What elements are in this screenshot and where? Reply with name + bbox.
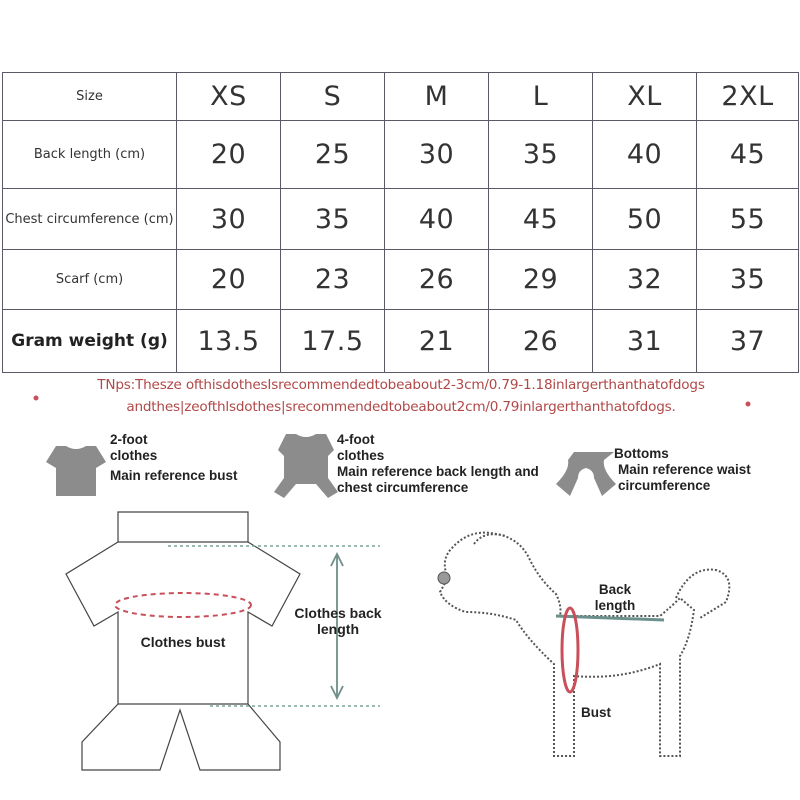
four-foot-reference-1: Main reference back length and (337, 464, 539, 479)
table-cell: 30 (385, 121, 489, 189)
garment-back-length-label (286, 605, 390, 637)
table-cell: 25 (281, 121, 385, 189)
two-foot-clothes-caption (110, 432, 238, 484)
garment-bust-label: Clothes bust (140, 634, 226, 650)
table-cell: 21 (385, 310, 489, 373)
table-cell: 26 (385, 250, 489, 310)
dog-back-label-2: length (594, 598, 636, 613)
garment-bust-line (115, 593, 251, 617)
row-label-gram-weight: Gram weight (g) (3, 310, 177, 373)
size-header-l: L (489, 73, 593, 121)
four-foot-reference-2: chest circumference (337, 480, 469, 495)
dog-back-length-label (586, 582, 644, 614)
table-cell: 20 (177, 250, 281, 310)
four-foot-clothes-caption (337, 432, 539, 496)
garment-back-label-1: Clothes back (294, 605, 382, 621)
four-foot-title-1: 4-foot (337, 432, 375, 447)
size-header-s: S (281, 73, 385, 121)
size-header-xs: XS (177, 73, 281, 121)
table-cell: 45 (697, 121, 799, 189)
bottoms-reference-2: circumference (618, 478, 711, 493)
dog-bust-label: Bust (581, 705, 611, 720)
table-cell: 23 (281, 250, 385, 310)
size-header-m: M (385, 73, 489, 121)
size-header-2xl: 2XL (697, 73, 799, 121)
table-cell: 35 (697, 250, 799, 310)
table-cell: 50 (593, 189, 697, 250)
dog-bust-ring (562, 608, 578, 692)
decor-dot (746, 402, 751, 407)
dog-back-label-1: Back (598, 582, 632, 597)
table-cell: 35 (281, 189, 385, 250)
decor-dot (34, 396, 39, 401)
garment-collar (118, 512, 248, 542)
table-cell: 29 (489, 250, 593, 310)
table-cell: 55 (697, 189, 799, 250)
table-cell: 17.5 (281, 310, 385, 373)
size-header-label: Size (3, 73, 177, 121)
row-label-scarf: Scarf (cm) (3, 250, 177, 310)
bottoms-icon (556, 452, 616, 496)
table-cell: 37 (697, 310, 799, 373)
two-foot-reference: Main reference bust (110, 468, 238, 483)
two-foot-title-1: 2-foot (110, 432, 148, 447)
table-cell: 26 (489, 310, 593, 373)
dog-eye-icon (438, 572, 450, 584)
garment-back-label-2: length (317, 621, 359, 637)
table-cell: 31 (593, 310, 697, 373)
garment-outline (66, 542, 300, 770)
two-foot-title-2: clothes (110, 448, 158, 463)
tips-line-2: andthes|zeofthlsdothes|srecommendedtobeabout2cm/0.79inlargerthanthatofdogs. (126, 399, 676, 415)
table-cell: 35 (489, 121, 593, 189)
table-cell: 32 (593, 250, 697, 310)
four-foot-clothes-icon (274, 434, 338, 498)
bottoms-reference-1: Main reference waist (618, 462, 751, 477)
row-label-back-length: Back length (cm) (3, 121, 177, 189)
bottoms-caption (614, 446, 751, 494)
table-cell: 45 (489, 189, 593, 250)
size-header-xl: XL (593, 73, 697, 121)
table-cell: 40 (593, 121, 697, 189)
table-cell: 13.5 (177, 310, 281, 373)
table-cell: 20 (177, 121, 281, 189)
row-label-chest: Chest circumference (cm) (3, 189, 177, 250)
four-foot-title-2: clothes (337, 448, 385, 463)
table-cell: 30 (177, 189, 281, 250)
table-cell: 40 (385, 189, 489, 250)
two-foot-clothes-icon (46, 446, 106, 496)
tips-line-1: TNps:Thesze ofthisdothesIsrecommendedtobeabout2-3cm/0.79-1.18inlargerthanthatofdogs (97, 377, 705, 393)
dog-back-length-line (556, 616, 664, 620)
dog-outline (440, 533, 729, 756)
bottoms-title: Bottoms (614, 446, 669, 461)
